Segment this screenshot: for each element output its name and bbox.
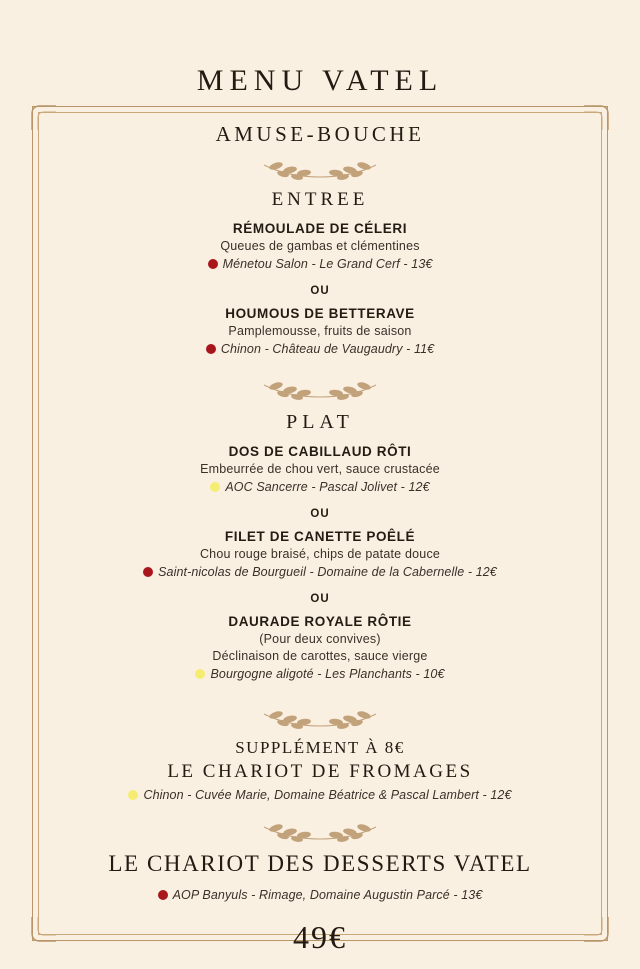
- wine-pairing: [208, 257, 433, 271]
- dish-entree-2: [60, 306, 580, 359]
- menu-content: [0, 64, 640, 956]
- dish-description: Chou rouge braisé, chips de patate douce: [199, 547, 441, 561]
- laurel-divider-icon: [60, 706, 580, 732]
- wine-label: Bourgogne aligoté - Les Planchants - 10€: [210, 667, 445, 681]
- dish-plat-3: [60, 614, 580, 684]
- dish-name: DOS DE CABILLAUD RÔTI: [228, 444, 412, 459]
- dish-name: FILET DE CANETTE POÊLÉ: [224, 529, 416, 544]
- menu-page: [0, 64, 640, 969]
- amuse-bouche-heading: AMUSE-BOUCHE: [215, 122, 425, 146]
- menu-title: MENU VATEL: [196, 64, 444, 97]
- dish-description-note: (Pour deux convives): [259, 632, 381, 646]
- or-separator: OU: [310, 593, 330, 605]
- red-wine-dot-icon: [208, 259, 218, 269]
- white-wine-dot-icon: [195, 669, 205, 679]
- wine-pairing-cheese: [128, 788, 511, 802]
- wine-label: Saint-nicolas de Bourgueil - Domaine de la Cabernelle - 12€: [158, 565, 497, 579]
- red-wine-dot-icon: [206, 344, 216, 354]
- dish-plat-1: [60, 444, 580, 497]
- white-wine-dot-icon: [128, 790, 138, 800]
- wine-pairing: [195, 667, 444, 681]
- red-wine-dot-icon: [158, 890, 168, 900]
- wine-label: Ménetou Salon - Le Grand Cerf - 13€: [222, 257, 433, 271]
- dish-description: Embeurrée de chou vert, sauce crustacée: [200, 462, 440, 476]
- wine-pairing: [143, 565, 497, 579]
- wine-pairing: [210, 480, 429, 494]
- dish-description: Queues de gambas et clémentines: [220, 239, 420, 253]
- section-title-plat: PLAT: [286, 411, 354, 433]
- supplement-label: SUPPLÉMENT À 8€: [235, 738, 405, 757]
- dessert-cart-title: LE CHARIOT DES DESSERTS VATEL: [108, 851, 532, 876]
- menu-price: 49€: [293, 919, 347, 955]
- white-wine-dot-icon: [210, 482, 220, 492]
- dish-description: Pamplemousse, fruits de saison: [228, 324, 412, 338]
- section-title-entree: ENTREE: [271, 189, 369, 210]
- red-wine-dot-icon: [143, 567, 153, 577]
- wine-pairing: [206, 342, 434, 356]
- wine-label: AOC Sancerre - Pascal Jolivet - 12€: [225, 480, 430, 494]
- wine-label: Chinon - Château de Vaugaudry - 11€: [220, 342, 435, 356]
- laurel-divider-icon: [60, 377, 580, 403]
- dish-description: Déclinaison de carottes, sauce vierge: [212, 649, 428, 663]
- cheese-cart-title: LE CHARIOT DE FROMAGES: [167, 761, 473, 782]
- wine-label: Chinon - Cuvée Marie, Domaine Béatrice & Pascal Lambert - 12€: [143, 788, 512, 802]
- or-separator: OU: [310, 285, 330, 297]
- laurel-divider-icon: [60, 819, 580, 845]
- wine-label: AOP Banyuls - Rimage, Domaine Augustin Parcé - 13€: [172, 888, 483, 902]
- dish-name: DAURADE ROYALE RÔTIE: [228, 614, 412, 629]
- dish-entree-1: [60, 221, 580, 274]
- dish-name: HOUMOUS DE BETTERAVE: [225, 306, 415, 321]
- or-separator: OU: [310, 508, 330, 520]
- laurel-divider-icon: [60, 157, 580, 183]
- dish-name: RÉMOULADE DE CÉLERI: [232, 221, 408, 236]
- wine-pairing-dessert: [158, 888, 483, 902]
- dish-plat-2: [60, 529, 580, 582]
